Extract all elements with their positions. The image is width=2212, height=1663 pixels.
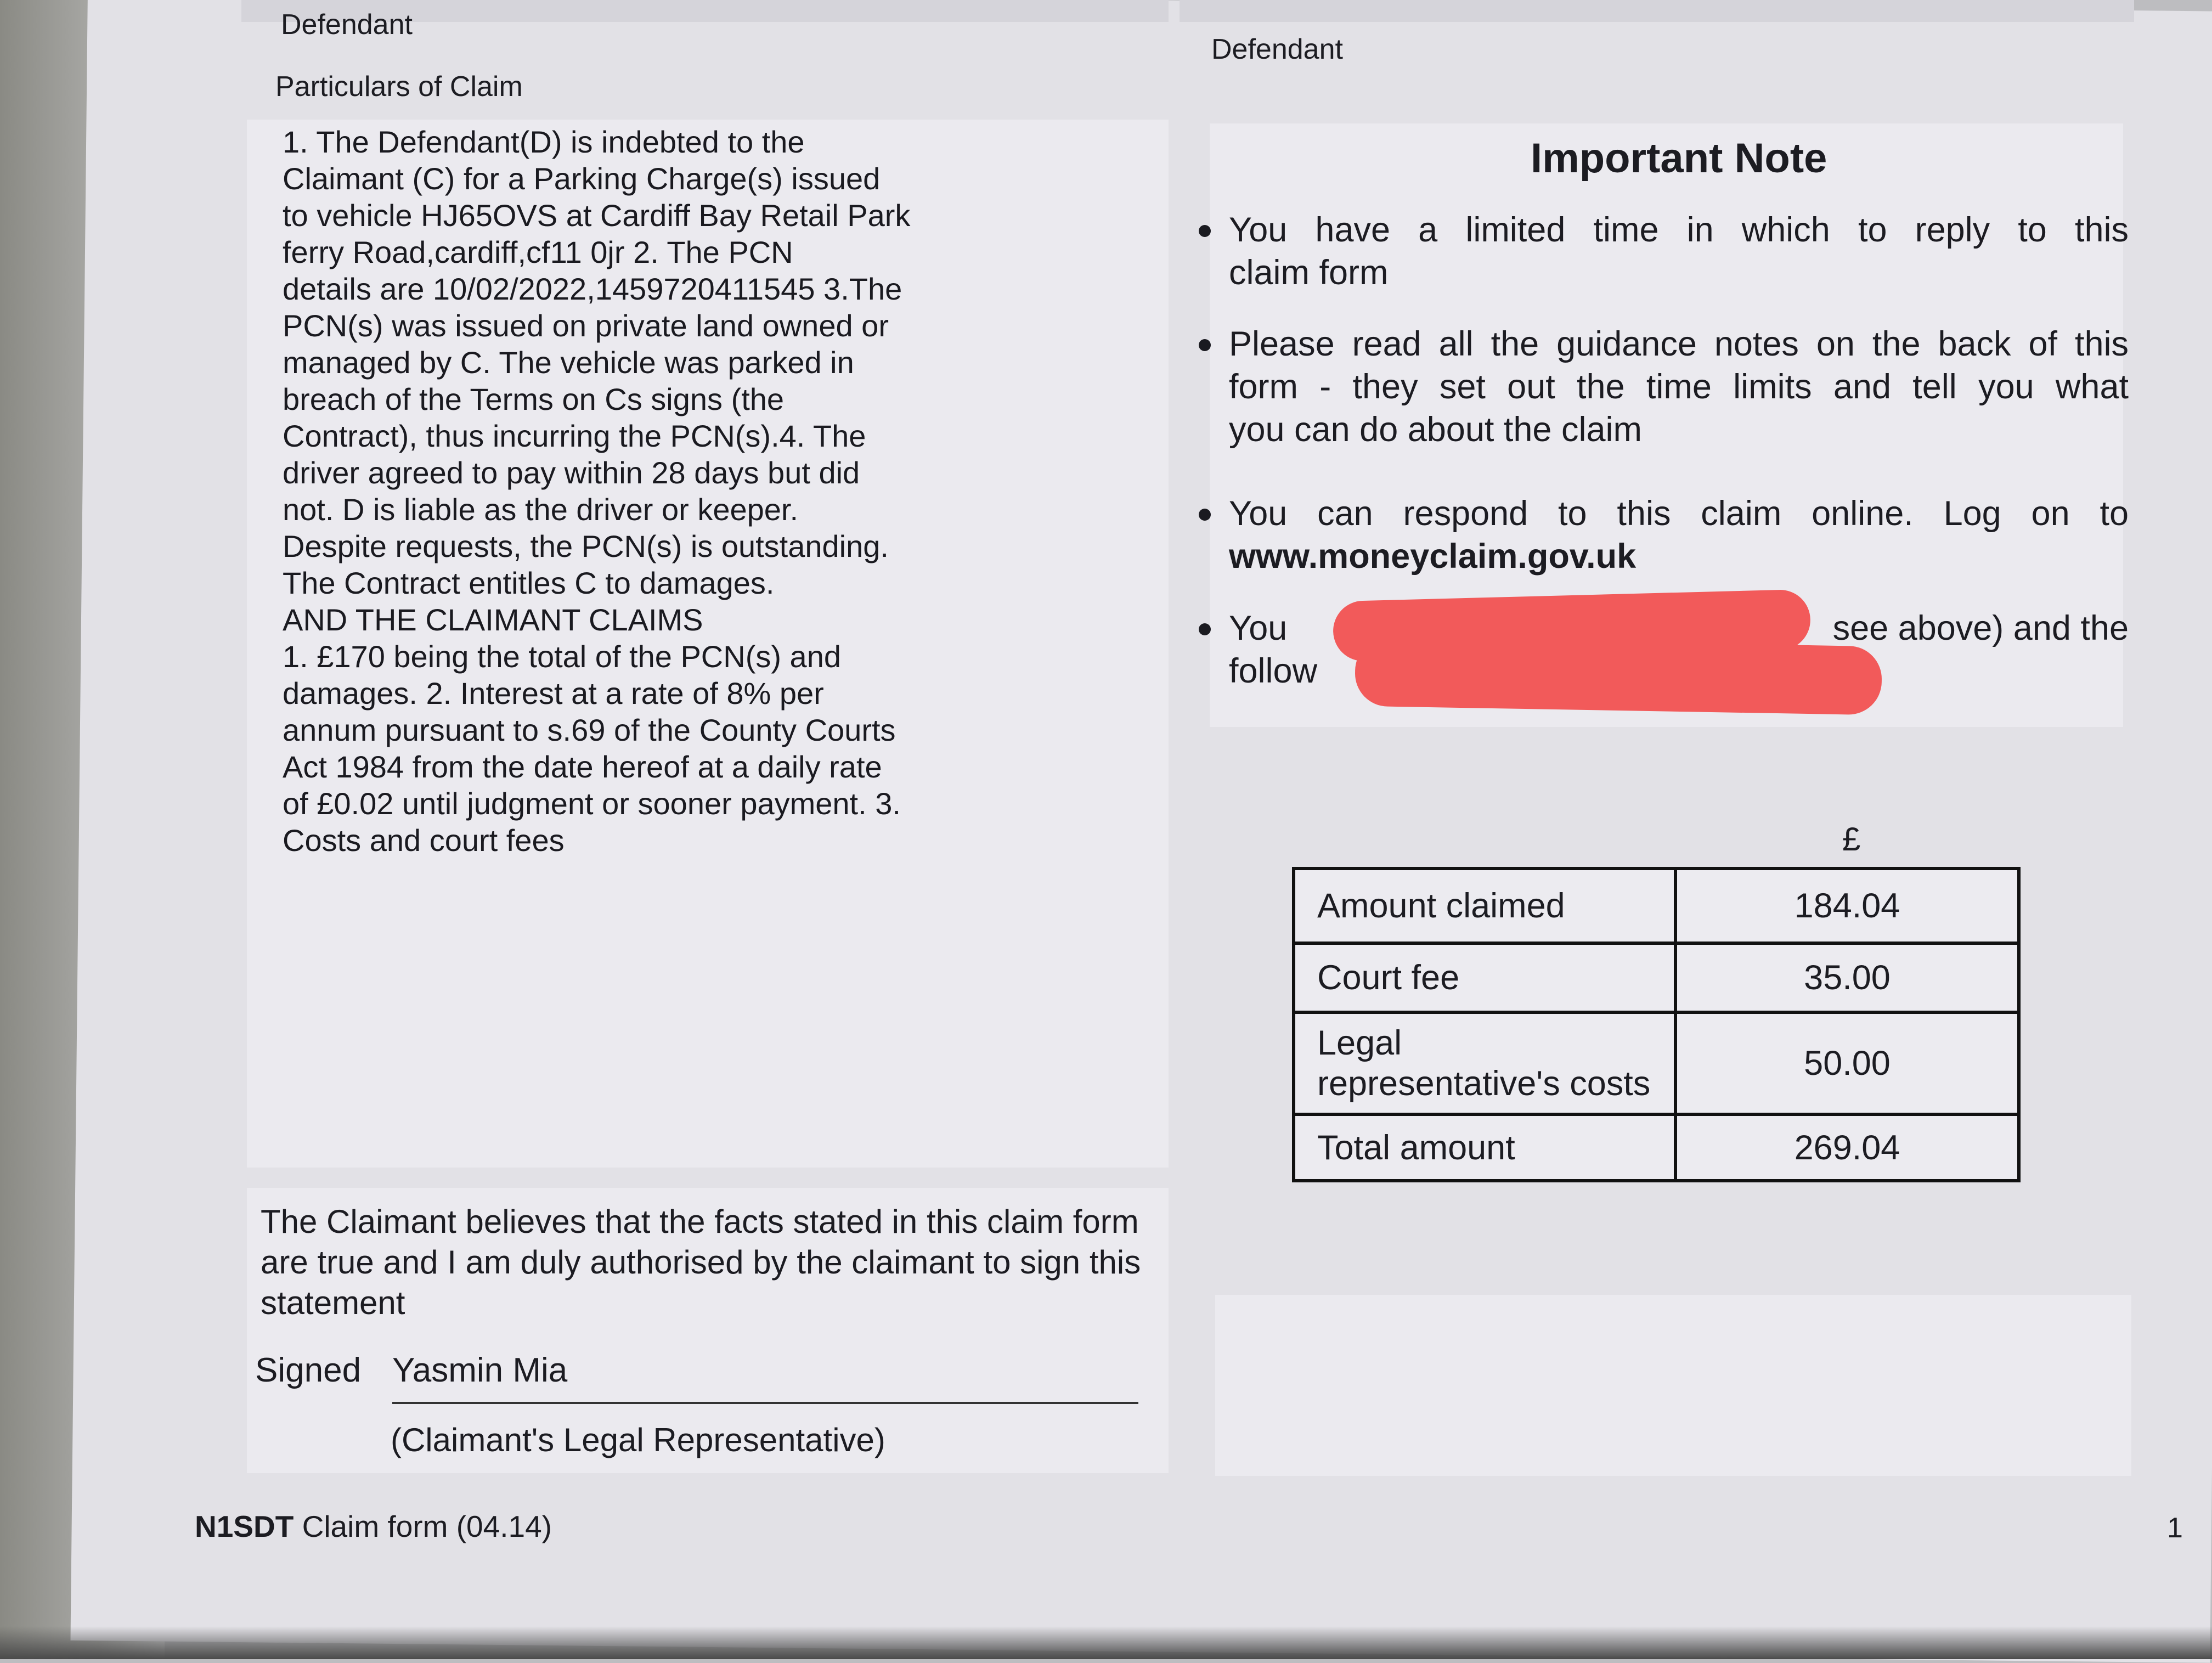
moneyclaim-link [1229, 535, 2129, 578]
representative-caption: (Claimant's Legal Representative) [391, 1422, 885, 1458]
particulars-line: annum pursuant to s.69 of the County Courts [283, 713, 896, 747]
moneyclaim-url: www.moneyclaim.gov.uk [1229, 537, 1637, 576]
amounts-table [1292, 867, 2021, 1182]
defendant-label-right: Defendant [1211, 33, 1343, 65]
note-bullet-online [1229, 492, 2129, 578]
currency-symbol: £ [1842, 821, 1861, 858]
note-line-start: You [1229, 609, 1288, 647]
particulars-line: PCN(s) was issued on private land owned or [283, 308, 889, 343]
amount-value: 50.00 [1675, 1012, 2019, 1114]
amount-label: Legal representative's costs [1294, 1012, 1675, 1114]
note-line: form - they set out the time limits and tell you what [1229, 368, 2129, 406]
table-row [1294, 1114, 2019, 1181]
table-edge-shadow [0, 1626, 2212, 1659]
table-row [1294, 943, 2019, 1012]
signatory-name: Yasmin Mia [392, 1351, 568, 1389]
note-line: Please read all the guidance notes on the back of this [1229, 325, 2129, 363]
amount-label: Court fee [1294, 943, 1675, 1012]
particulars-line: of £0.02 until judgment or sooner payment. 3. [283, 786, 901, 821]
important-note-title: Important Note [1531, 135, 1827, 182]
statement-line: The Claimant believes that the facts stated in this claim form [261, 1203, 1139, 1240]
particulars-text [283, 123, 1171, 859]
particulars-line: managed by C. The vehicle was parked in [283, 345, 854, 380]
particulars-line: Act 1984 from the date hereof at a daily rate [283, 749, 882, 784]
note-line: You can respond to this claim online. Log on to [1229, 494, 2129, 533]
note-bullet-guidance [1229, 323, 2129, 451]
bullet-dot-icon [1199, 225, 1211, 237]
particulars-line: damages. 2. Interest at a rate of 8% per [283, 676, 824, 711]
note-line: you can do about the claim [1229, 410, 1642, 449]
amount-label: Amount claimed [1294, 869, 1675, 943]
particulars-line: 1. The Defendant(D) is indebted to the [283, 125, 805, 159]
particulars-line: not. D is liable as the driver or keeper. [283, 492, 799, 527]
blank-right-box [1215, 1295, 2131, 1476]
table-row [1294, 869, 2019, 943]
form-footer [195, 1509, 552, 1544]
form-name: Claim form (04.14) [302, 1509, 552, 1543]
note-line: follow [1229, 652, 1318, 690]
particulars-line: Contract), thus incurring the PCN(s).4. The [283, 419, 866, 453]
particulars-line: ferry Road,cardiff,cf11 0jr 2. The PCN [283, 235, 793, 269]
signature-line [392, 1402, 1138, 1404]
red-redaction-mark [1355, 638, 1882, 715]
amount-label: Total amount [1294, 1114, 1675, 1181]
amount-value: 184.04 [1675, 869, 2019, 943]
defendant-header-right [1180, 0, 2134, 22]
particulars-line: AND THE CLAIMANT CLAIMS [283, 602, 703, 637]
amount-value: 35.00 [1675, 943, 2019, 1012]
particulars-line: breach of the Terms on Cs signs (the [283, 382, 785, 416]
particulars-line: details are 10/02/2022,1459720411545 3.The [283, 272, 902, 306]
statement-of-truth [261, 1202, 1160, 1323]
page-number: 1 [2167, 1512, 2183, 1544]
table-row [1294, 1012, 2019, 1114]
signed-label: Signed [255, 1351, 362, 1389]
amount-value: 269.04 [1675, 1114, 2019, 1181]
particulars-line: Claimant (C) for a Parking Charge(s) issued [283, 161, 881, 196]
bullet-dot-icon [1199, 509, 1211, 521]
particulars-line: to vehicle HJ65OVS at Cardiff Bay Retail Park [283, 198, 911, 233]
particulars-line: The Contract entitles C to damages. [283, 566, 775, 600]
particulars-line: Despite requests, the PCN(s) is outstanding. [283, 529, 889, 563]
particulars-line: driver agreed to pay within 28 days but did [283, 455, 860, 490]
defendant-label-left: Defendant [281, 9, 413, 41]
particulars-line: Costs and court fees [283, 823, 565, 858]
note-bullet-reply-time [1229, 208, 2129, 294]
particulars-title: Particulars of Claim [275, 71, 523, 103]
bullet-dot-icon [1199, 339, 1211, 351]
note-line-end: see above) and the [1832, 609, 2129, 647]
bullet-dot-icon [1199, 623, 1211, 635]
particulars-line: 1. £170 being the total of the PCN(s) and [283, 639, 841, 674]
statement-line: are true and I am duly authorised by the claimant to sign this [261, 1244, 1141, 1281]
note-line: claim form [1229, 253, 1389, 292]
note-line: You have a limited time in which to reply to this [1229, 211, 2129, 249]
form-code: N1SDT [195, 1509, 294, 1543]
statement-line: statement [261, 1284, 405, 1321]
